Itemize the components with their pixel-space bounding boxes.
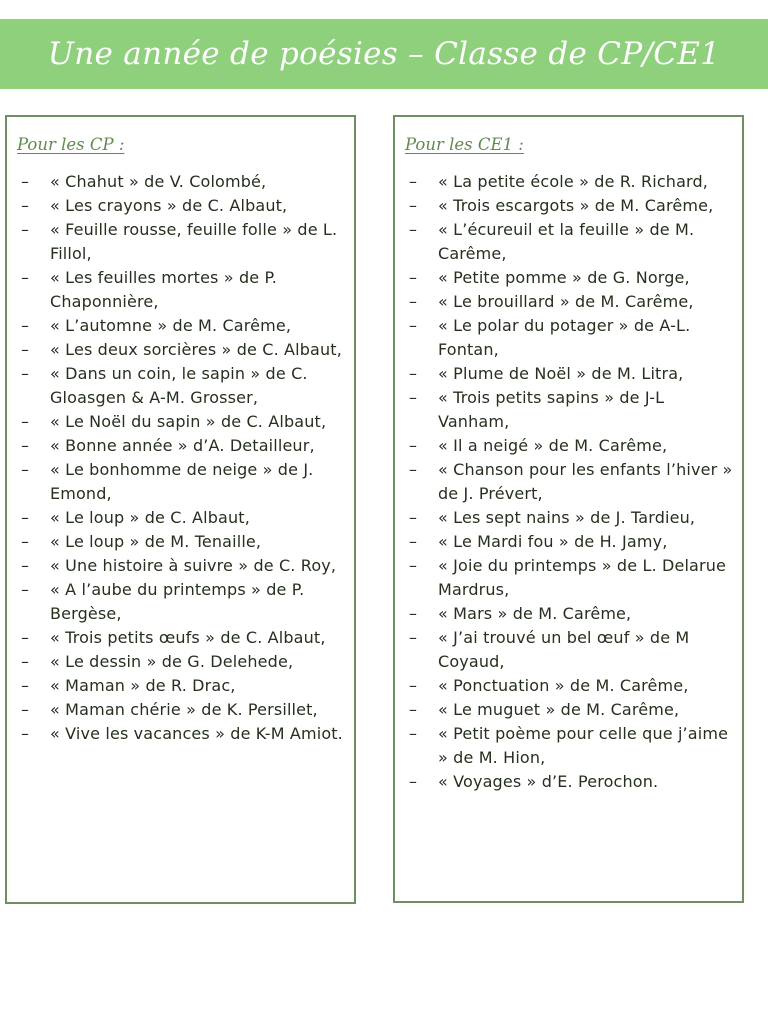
cp-poem-item xyxy=(17,674,344,698)
cp-poem-item xyxy=(17,410,344,434)
dash-bullet: – xyxy=(21,676,30,695)
poem-title: « Une histoire à suivre » de C. Roy, xyxy=(50,556,337,575)
poem-title: « L’automne » de M. Carême, xyxy=(50,316,292,335)
poem-title: « Bonne année » d’A. Detailleur, xyxy=(50,436,315,455)
ce1-poem-item xyxy=(405,218,736,266)
dash-bullet: – xyxy=(409,364,418,383)
dash-bullet: – xyxy=(409,172,418,191)
ce1-poem-item xyxy=(405,434,736,458)
ce1-poem-item xyxy=(405,554,736,602)
dash-bullet: – xyxy=(409,316,418,335)
poem-title: « L’écureuil et la feuille » de M. Carême, xyxy=(438,220,695,263)
ce1-poem-item xyxy=(405,722,736,770)
dash-bullet: – xyxy=(21,436,30,455)
dash-bullet: – xyxy=(21,220,30,239)
ce1-poem-item xyxy=(405,698,736,722)
ce1-poem-item xyxy=(405,506,736,530)
dash-bullet: – xyxy=(409,220,418,239)
ce1-poem-item xyxy=(405,314,736,362)
dash-bullet: – xyxy=(21,700,30,719)
poem-title: « Joie du printemps » de L. Delarue Mardrus, xyxy=(438,556,727,599)
dash-bullet: – xyxy=(21,652,30,671)
dash-bullet: – xyxy=(409,724,418,743)
poem-title: « Trois escargots » de M. Carême, xyxy=(438,196,714,215)
title-banner xyxy=(0,19,768,89)
ce1-poem-item xyxy=(405,674,736,698)
poem-title: « J’ai trouvé un bel œuf » de M Coyaud, xyxy=(438,628,690,671)
dash-bullet: – xyxy=(409,508,418,527)
dash-bullet: – xyxy=(409,196,418,215)
cp-poem-item xyxy=(17,458,344,506)
poem-title: « Le Mardi fou » de H. Jamy, xyxy=(438,532,668,551)
poem-title: « Les deux sorcières » de C. Albaut, xyxy=(50,340,342,359)
dash-bullet: – xyxy=(409,676,418,695)
dash-bullet: – xyxy=(409,268,418,287)
cp-poem-item xyxy=(17,314,344,338)
cp-poem-item xyxy=(17,362,344,410)
ce1-poem-item xyxy=(405,194,736,218)
dash-bullet: – xyxy=(21,316,30,335)
dash-bullet: – xyxy=(409,700,418,719)
dash-bullet: – xyxy=(21,460,30,479)
cp-heading: Pour les CP : xyxy=(17,135,125,154)
cp-poem-item xyxy=(17,626,344,650)
cp-poem-item xyxy=(17,338,344,362)
poem-title: « Le Noël du sapin » de C. Albaut, xyxy=(50,412,327,431)
poem-title: « Les crayons » de C. Albaut, xyxy=(50,196,288,215)
poem-title: « Il a neigé » de M. Carême, xyxy=(438,436,668,455)
dash-bullet: – xyxy=(409,388,418,407)
dash-bullet: – xyxy=(21,556,30,575)
dash-bullet: – xyxy=(21,172,30,191)
poem-title: « Dans un coin, le sapin » de C. Gloasgen & A-M. Grosser, xyxy=(50,364,308,407)
dash-bullet: – xyxy=(21,580,30,599)
cp-poem-item xyxy=(17,698,344,722)
dash-bullet: – xyxy=(21,268,30,287)
poem-title: « Trois petits sapins » de J-L Vanham, xyxy=(438,388,665,431)
ce1-poem-item xyxy=(405,170,736,194)
ce1-poem-box xyxy=(393,115,744,903)
dash-bullet: – xyxy=(409,436,418,455)
ce1-poem-item xyxy=(405,362,736,386)
poem-title: « Feuille rousse, feuille folle » de L. Fillol, xyxy=(50,220,338,263)
poem-title: « Maman chérie » de K. Persillet, xyxy=(50,700,318,719)
cp-poem-item xyxy=(17,578,344,626)
dash-bullet: – xyxy=(21,412,30,431)
poem-title: « Mars » de M. Carême, xyxy=(438,604,632,623)
poem-title: « Le polar du potager » de A-L. Fontan, xyxy=(438,316,691,359)
poem-title: « Chanson pour les enfants l’hiver » de J. Prévert, xyxy=(438,460,733,503)
dash-bullet: – xyxy=(21,532,30,551)
ce1-poem-item xyxy=(405,266,736,290)
ce1-poem-item xyxy=(405,626,736,674)
poem-title: « Le loup » de C. Albaut, xyxy=(50,508,250,527)
dash-bullet: – xyxy=(21,724,30,743)
dash-bullet: – xyxy=(21,340,30,359)
poem-title: « Le muguet » de M. Carême, xyxy=(438,700,680,719)
poem-title: « Chahut » de V. Colombé, xyxy=(50,172,267,191)
dash-bullet: – xyxy=(21,196,30,215)
cp-poem-item xyxy=(17,194,344,218)
dash-bullet: – xyxy=(409,556,418,575)
ce1-heading: Pour les CE1 : xyxy=(405,135,524,154)
poem-title: « Le dessin » de G. Delehede, xyxy=(50,652,294,671)
cp-poem-item xyxy=(17,554,344,578)
dash-bullet: – xyxy=(409,772,418,791)
poem-title: « Le loup » de M. Tenaille, xyxy=(50,532,262,551)
cp-poem-item xyxy=(17,434,344,458)
dash-bullet: – xyxy=(21,628,30,647)
ce1-poem-item xyxy=(405,530,736,554)
ce1-poem-item xyxy=(405,602,736,626)
dash-bullet: – xyxy=(409,292,418,311)
poem-title: « Les feuilles mortes » de P. Chaponnière, xyxy=(50,268,278,311)
cp-poem-item xyxy=(17,722,344,746)
poem-title: « La petite école » de R. Richard, xyxy=(438,172,709,191)
poem-title: « Trois petits œufs » de C. Albaut, xyxy=(50,628,326,647)
poem-title: « Petite pomme » de G. Norge, xyxy=(438,268,690,287)
poem-title: « Maman » de R. Drac, xyxy=(50,676,236,695)
ce1-poem-item xyxy=(405,770,736,794)
cp-poem-item xyxy=(17,650,344,674)
cp-poem-item xyxy=(17,218,344,266)
dash-bullet: – xyxy=(409,604,418,623)
poem-title: « Le bonhomme de neige » de J. Emond, xyxy=(50,460,314,503)
poem-title: « Ponctuation » de M. Carême, xyxy=(438,676,689,695)
dash-bullet: – xyxy=(21,508,30,527)
ce1-poem-item xyxy=(405,386,736,434)
dash-bullet: – xyxy=(21,364,30,383)
page-title: Une année de poésies – Classe de CP/CE1 xyxy=(47,36,721,72)
ce1-poem-item xyxy=(405,290,736,314)
poem-title: « Les sept nains » de J. Tardieu, xyxy=(438,508,696,527)
poem-title: « Vive les vacances » de K-M Amiot. xyxy=(50,724,343,743)
cp-poem-box xyxy=(5,115,356,904)
cp-poem-list xyxy=(17,170,344,746)
poem-title: « Petit poème pour celle que j’aime » de M. Hion, xyxy=(438,724,729,767)
poem-title: « Plume de Noël » de M. Litra, xyxy=(438,364,684,383)
poem-title: « A l’aube du printemps » de P. Bergèse, xyxy=(50,580,305,623)
cp-poem-item xyxy=(17,506,344,530)
ce1-poem-item xyxy=(405,458,736,506)
cp-poem-item xyxy=(17,530,344,554)
dash-bullet: – xyxy=(409,628,418,647)
poem-title: « Voyages » d’E. Perochon. xyxy=(438,772,659,791)
dash-bullet: – xyxy=(409,460,418,479)
cp-poem-item xyxy=(17,170,344,194)
cp-poem-item xyxy=(17,266,344,314)
poem-title: « Le brouillard » de M. Carême, xyxy=(438,292,694,311)
dash-bullet: – xyxy=(409,532,418,551)
ce1-poem-list xyxy=(405,170,736,794)
